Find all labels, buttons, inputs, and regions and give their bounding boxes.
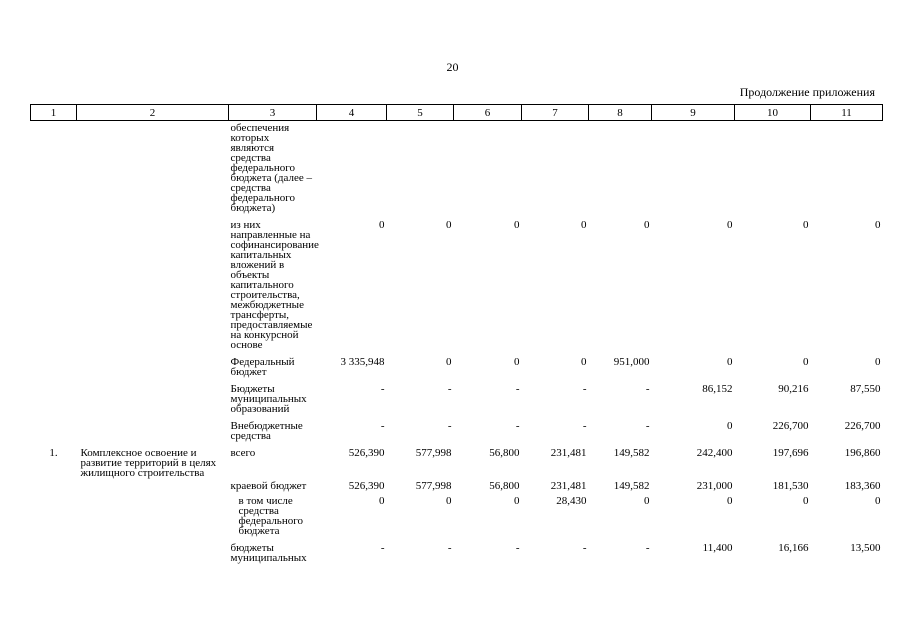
page-number: 20 [446, 60, 459, 74]
row-value [735, 121, 811, 214]
row-value: - [515, 542, 520, 554]
row-object [77, 536, 229, 563]
row-value: 0 [514, 356, 520, 368]
row-value: - [447, 383, 452, 395]
row-value [652, 121, 735, 214]
row-value: 0 [446, 495, 452, 507]
column-header-7: 7 [522, 105, 589, 121]
column-header-2: 2 [77, 105, 229, 121]
row-value [811, 121, 883, 214]
table-row [31, 121, 883, 214]
row-source: Бюджеты муниципальных образований [230, 383, 307, 415]
row-value: 577,998 [415, 480, 452, 492]
row-value: 231,000 [696, 480, 733, 492]
column-header-8: 8 [589, 105, 652, 121]
row-value: 0 [727, 356, 733, 368]
row-value: 526,390 [348, 447, 385, 459]
row-object [77, 377, 229, 414]
row-value: 0 [446, 356, 452, 368]
row-value: 0 [379, 495, 385, 507]
row-object [77, 491, 229, 536]
row-value: 0 [875, 356, 881, 368]
row-value: 0 [514, 495, 520, 507]
row-value: 16,166 [778, 542, 809, 554]
row-value: 0 [581, 219, 587, 231]
row-value: 90,216 [778, 383, 809, 395]
row-value: 197,696 [772, 447, 809, 459]
row-value: - [447, 542, 452, 554]
row-source: обеспечения которых являются средства федерального бюджета (далее – средства федерального бюджета) [230, 122, 313, 214]
row-value: 0 [803, 219, 809, 231]
row-value: 87,550 [850, 383, 881, 395]
row-value: 0 [644, 495, 650, 507]
row-value: 0 [727, 495, 733, 507]
row-value [589, 121, 652, 214]
row-value: 231,481 [550, 447, 587, 459]
row-value: 28,430 [556, 495, 587, 507]
row-value: 56,800 [489, 480, 520, 492]
row-index [31, 121, 77, 214]
column-header-10: 10 [735, 105, 811, 121]
row-source: всего [230, 447, 256, 459]
row-value: 226,700 [772, 420, 809, 432]
continuation-label: Продолжение приложения [739, 85, 875, 99]
row-value: - [380, 420, 385, 432]
budget-table [30, 104, 883, 563]
row-value: 3 335,948 [340, 356, 385, 368]
row-value: 526,390 [348, 480, 385, 492]
row-value: - [447, 420, 452, 432]
row-value: 0 [727, 420, 733, 432]
row-value [522, 121, 589, 214]
row-index [31, 350, 77, 377]
row-value: 196,860 [844, 447, 881, 459]
row-object [77, 213, 229, 350]
row-value: 0 [875, 495, 881, 507]
row-object [77, 414, 229, 441]
row-index [31, 213, 77, 350]
table-row [31, 478, 883, 491]
row-object [77, 350, 229, 377]
row-value: 0 [581, 356, 587, 368]
row-value: 149,582 [613, 447, 650, 459]
row-value: 0 [875, 219, 881, 231]
row-value: - [582, 420, 587, 432]
row-value: 0 [514, 219, 520, 231]
row-object: Комплексное освоение и развитие территорий в целях жилищного строительства [80, 447, 217, 479]
row-value: 231,481 [550, 480, 587, 492]
row-value: 13,500 [850, 542, 881, 554]
table-row [31, 377, 883, 414]
row-value: 149,582 [613, 480, 650, 492]
row-value [454, 121, 522, 214]
row-value: - [645, 420, 650, 432]
row-index [31, 536, 77, 563]
row-object [77, 121, 229, 214]
column-header-9: 9 [652, 105, 735, 121]
row-value [317, 121, 387, 214]
row-value: 0 [803, 356, 809, 368]
row-source: Федеральный бюджет [230, 356, 295, 378]
row-value: 0 [446, 219, 452, 231]
row-value: - [645, 542, 650, 554]
column-header-4: 4 [317, 105, 387, 121]
row-value: 181,530 [772, 480, 809, 492]
row-value [387, 121, 454, 214]
row-value: 0 [727, 219, 733, 231]
row-source: краевой бюджет [230, 480, 307, 492]
row-value: 0 [379, 219, 385, 231]
column-header-1: 1 [31, 105, 77, 121]
row-value: 56,800 [489, 447, 520, 459]
row-source: бюджеты муниципальных [230, 542, 307, 564]
row-index [31, 377, 77, 414]
row-value: - [380, 542, 385, 554]
row-index: 1. [49, 447, 58, 459]
row-value: - [380, 383, 385, 395]
row-value: 0 [803, 495, 809, 507]
row-value: 11,400 [702, 542, 733, 554]
row-value: 86,152 [702, 383, 733, 395]
column-header-6: 6 [454, 105, 522, 121]
table-row [31, 350, 883, 377]
row-value: 0 [644, 219, 650, 231]
row-value: - [515, 420, 520, 432]
column-header-11: 11 [811, 105, 883, 121]
row-value: - [515, 383, 520, 395]
column-header-5: 5 [387, 105, 454, 121]
table-row [31, 213, 883, 350]
row-source: в том числе средства федерального бюджета [238, 495, 303, 537]
row-value: 183,360 [844, 480, 881, 492]
column-header-3: 3 [229, 105, 317, 121]
table-row [31, 414, 883, 441]
row-value: - [582, 542, 587, 554]
row-index [31, 478, 77, 491]
row-value: 226,700 [844, 420, 881, 432]
table-row [31, 441, 883, 478]
row-object [77, 478, 229, 491]
row-value: - [645, 383, 650, 395]
row-value: 242,400 [696, 447, 733, 459]
row-value: 951,000 [613, 356, 650, 368]
row-source: из них направленные на софинансирование капитальных вложений в объекты капитального строительства, межбюджетные трансферты, предоставляемые на конкурсной основе [230, 219, 319, 351]
table-row [31, 536, 883, 563]
row-value: - [582, 383, 587, 395]
row-index [31, 414, 77, 441]
header-row [31, 105, 883, 121]
table-row [31, 491, 883, 536]
row-source: Внебюджетные средства [230, 420, 303, 442]
row-value: 577,998 [415, 447, 452, 459]
row-index [31, 491, 77, 536]
